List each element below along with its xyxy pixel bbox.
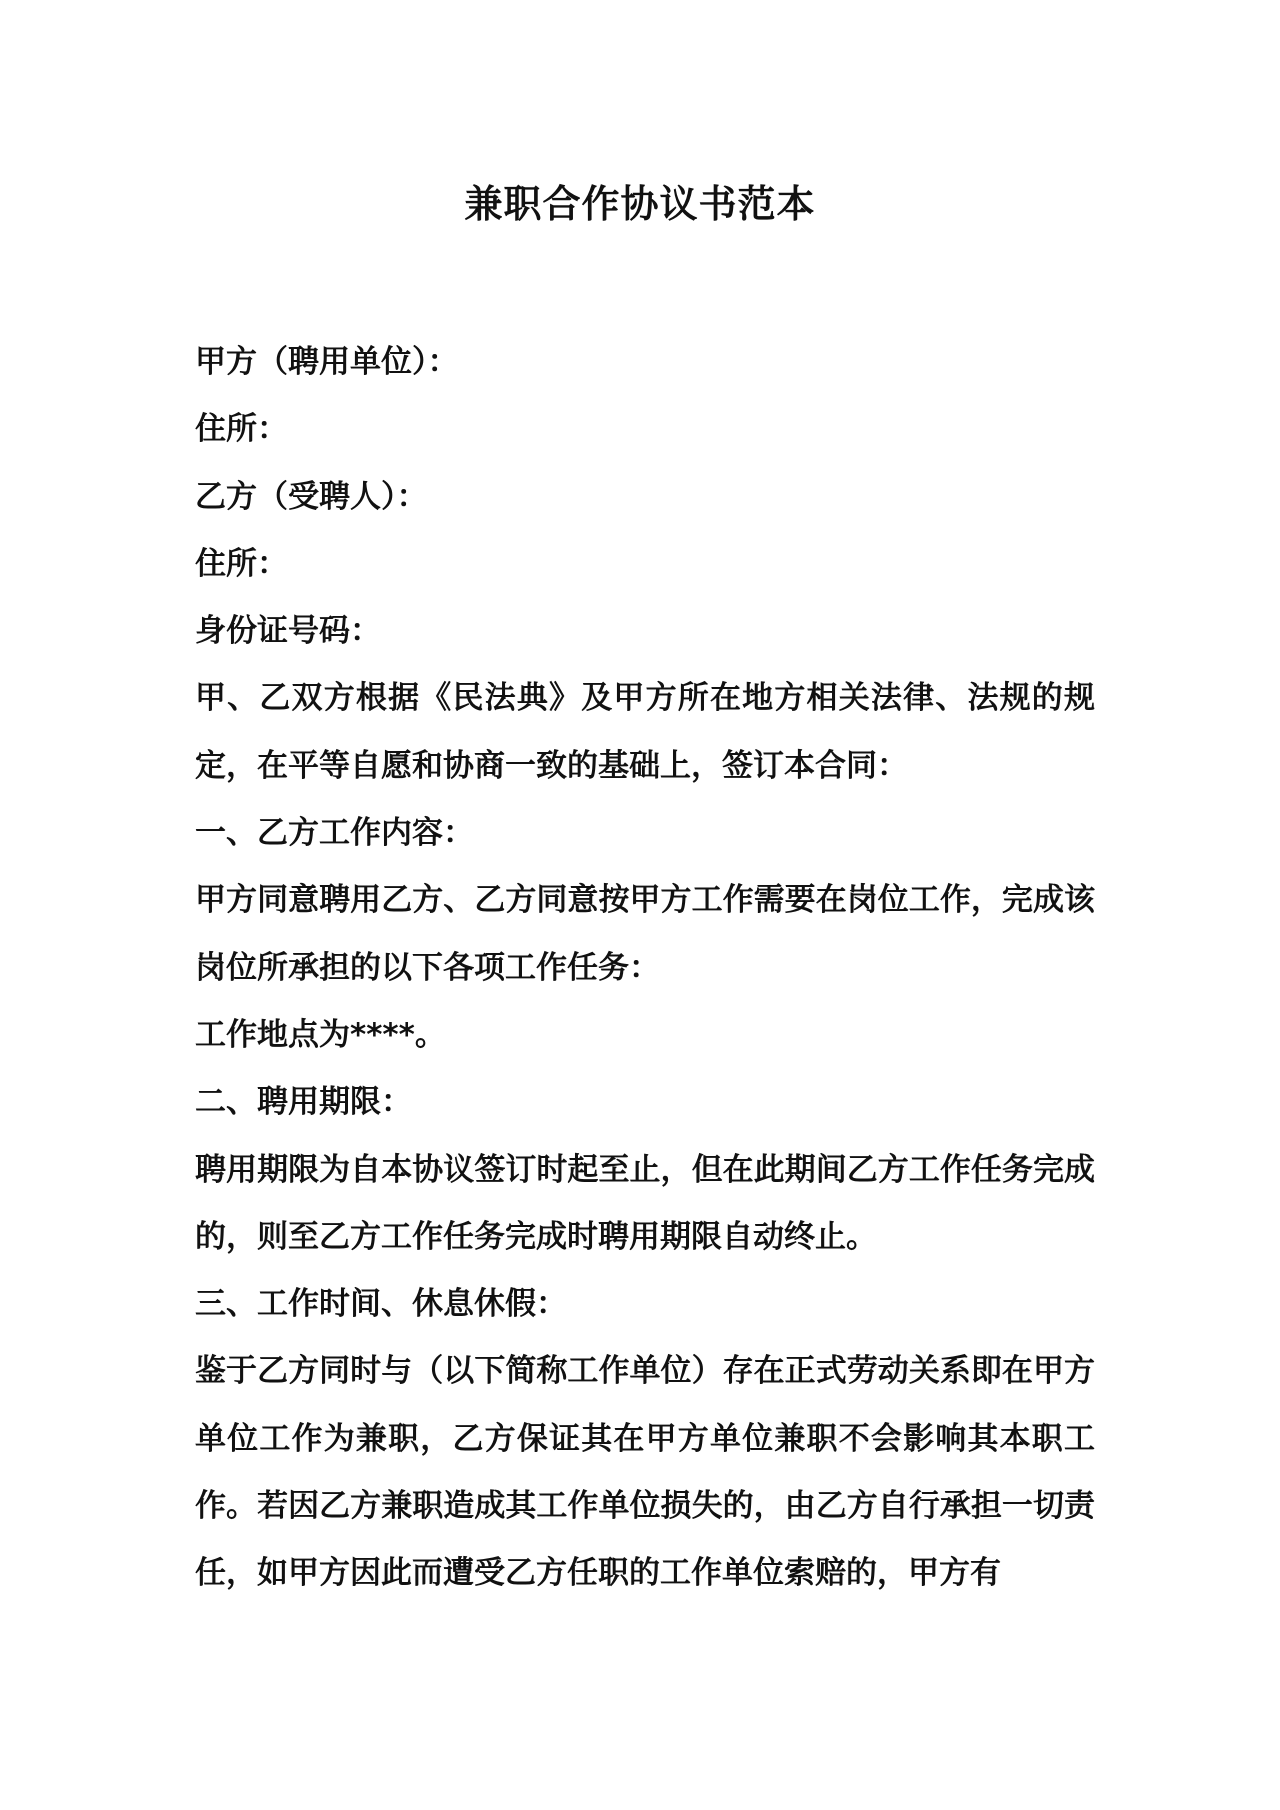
preamble-paragraph: 甲、乙双方根据《民法典》及甲方所在地方相关法律、法规的规定，在平等自愿和协商一致的基础上，签订本合同：	[195, 680, 1095, 784]
work-hours-paragraph: 鉴于乙方同时与（以下简称工作单位）存在正式劳动关系即在甲方单位工作为兼职，乙方保证其在甲方单位兼职不会影响其本职工作。若因乙方兼职造成其工作单位损失的，由乙方自行承担一切责任，如甲方因此而遭受乙方任职的工作单位索赔的，甲方有	[195, 1353, 1095, 1592]
section-heading-work-hours: 三、工作时间、休息休假：	[195, 1286, 567, 1323]
party-b-address-line: 住所：	[195, 545, 288, 582]
work-location-line: 工作地点为****。	[195, 1016, 446, 1053]
party-a-line: 甲方（聘用单位）：	[195, 344, 459, 380]
document-title: 兼职合作协议书范本	[464, 182, 816, 226]
work-content-paragraph: 甲方同意聘用乙方、乙方同意按甲方工作需要在岗位工作，完成该岗位所承担的以下各项工作任务：	[195, 882, 1095, 986]
party-b-line: 乙方（受聘人）：	[195, 478, 428, 515]
id-number-line: 身份证号码：	[195, 613, 381, 650]
section-heading-work-content: 一、乙方工作内容：	[195, 815, 474, 852]
party-a-address-line: 住所：	[195, 411, 288, 448]
document-body	[195, 329, 1095, 1608]
section-heading-employment-term: 二、聘用期限：	[195, 1084, 412, 1121]
employment-term-paragraph: 聘用期限为自本协议签订时起至止，但在此期间乙方工作任务完成的，则至乙方工作任务完成时聘用期限自动终止。	[195, 1151, 1095, 1255]
